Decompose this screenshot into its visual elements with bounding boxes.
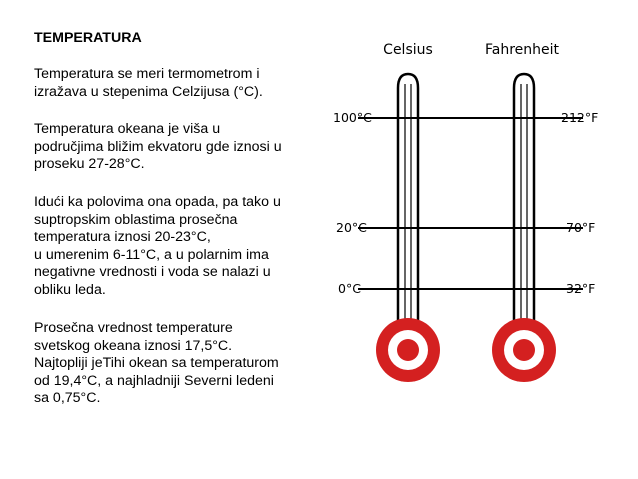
fahrenheit-title: Fahrenheit <box>484 42 560 58</box>
celsius-tube <box>398 74 418 322</box>
paragraph-line: temperatura iznosi 20-23°C, <box>34 229 211 246</box>
paragraph-1 <box>34 66 324 101</box>
paragraph-line: u umerenim 6-11°C, a u polarnim ima <box>34 246 269 263</box>
fahrenheit-label-32: 32°F <box>566 281 596 296</box>
fahrenheit-bulb-core <box>513 339 535 361</box>
fahrenheit-label-212: 212°F <box>561 110 599 125</box>
paragraph-line: Temperatura se meri termometrom i <box>34 66 260 82</box>
page-heading <box>34 30 324 48</box>
paragraph-line: suptropskim oblastima prosečna <box>34 211 238 228</box>
paragraph-4 <box>34 320 324 408</box>
paragraph-line: proseku 27-28°C. <box>34 156 145 173</box>
paragraph-line: obliku leda. <box>34 281 106 298</box>
paragraph-line: Najtopliji jeTihi okean sa temperaturom <box>34 355 279 372</box>
celsius-title: Celsius <box>383 42 433 58</box>
paragraph-line: Prosečna vrednost temperature <box>34 320 233 336</box>
paragraph-line: od 19,4°C, a najhladniji Severni ledeni <box>34 372 274 389</box>
paragraph-line: Idući ka polovima ona opada, pa tako u <box>34 194 281 210</box>
paragraph-line: svetskog okeana iznosi 17,5°C. <box>34 337 233 354</box>
paragraph-3 <box>34 194 324 300</box>
celsius-label-0: 0°C <box>338 281 361 296</box>
paragraph-line: sa 0,75°C. <box>34 390 101 407</box>
paragraph-line: negativne vrednosti i voda se nalazi u <box>34 264 271 281</box>
paragraph-line: izražava u stepenima Celzijusa (°C). <box>34 83 263 100</box>
thermometer-figure <box>318 32 618 382</box>
celsius-label-100: 100°C <box>333 110 372 125</box>
celsius-label-20: 20°C <box>336 220 367 235</box>
fahrenheit-label-70: 70°F <box>566 220 596 235</box>
paragraph-2 <box>34 121 324 174</box>
fahrenheit-tube <box>514 74 534 322</box>
paragraph-line: područjima bližim ekvatoru gde iznosi u <box>34 138 282 155</box>
heading-text: TEMPERATURA <box>34 30 142 46</box>
celsius-bulb-core <box>397 339 419 361</box>
paragraph-line: Temperatura okeana je viša u <box>34 121 221 137</box>
